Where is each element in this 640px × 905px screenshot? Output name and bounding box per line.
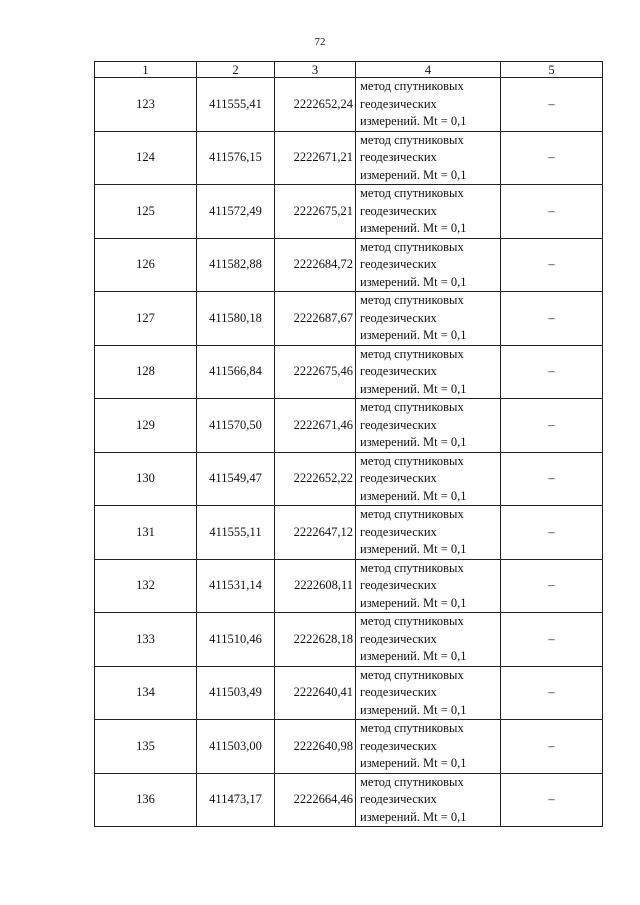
method-line: измерений. Mt = 0,1 [360, 328, 467, 342]
cell-method [356, 399, 501, 453]
method-line: метод спутниковых [360, 774, 464, 789]
header-col-1: 1 [95, 62, 197, 78]
method-line: геодезических [360, 417, 437, 432]
method-line: метод спутниковых [360, 79, 464, 93]
method-line: метод спутниковых [360, 400, 464, 414]
cell-point-number: 127 [95, 292, 197, 346]
method-line: геодезических [360, 471, 437, 485]
cell-x-coordinate: 411503,49 [197, 666, 275, 720]
method-line: геодезических [360, 257, 437, 271]
method-line: измерений. Mt = 0,1 [360, 702, 467, 717]
cell-x-coordinate: 411572,49 [197, 185, 275, 239]
cell-x-coordinate: 411555,11 [197, 506, 275, 560]
table-row [95, 399, 603, 453]
header-col-2: 2 [197, 62, 275, 78]
table-header [95, 62, 603, 78]
cell-description: – [501, 452, 603, 506]
header-col-4: 4 [356, 62, 501, 78]
cell-point-number: 129 [95, 399, 197, 453]
cell-x-coordinate: 411473,17 [197, 773, 275, 827]
cell-description: – [501, 185, 603, 239]
cell-point-number: 134 [95, 666, 197, 720]
cell-x-coordinate: 411582,88 [197, 238, 275, 292]
cell-description: – [501, 613, 603, 667]
cell-method [356, 185, 501, 239]
method-line: измерений. Mt = 0,1 [360, 221, 467, 235]
table-body [95, 78, 603, 827]
cell-x-coordinate: 411510,46 [197, 613, 275, 667]
table-row [95, 292, 603, 346]
method-line: геодезических [360, 792, 437, 806]
cell-method [356, 613, 501, 667]
cell-method [356, 559, 501, 613]
cell-x-coordinate: 411549,47 [197, 452, 275, 506]
method-line: измерений. Mt = 0,1 [360, 435, 467, 449]
method-line: метод спутниковых [360, 721, 464, 735]
cell-point-number: 130 [95, 452, 197, 506]
cell-y-coordinate: 2222652,22 [275, 452, 356, 506]
cell-y-coordinate: 2222684,72 [275, 238, 356, 292]
cell-method [356, 506, 501, 560]
method-line: измерений. Mt = 0,1 [360, 649, 467, 663]
cell-x-coordinate: 411576,15 [197, 131, 275, 185]
page-number: 72 [314, 36, 326, 48]
cell-description: – [501, 773, 603, 827]
method-line: геодезических [360, 685, 437, 699]
method-line: геодезических [360, 578, 437, 592]
method-line: измерений. Mt = 0,1 [360, 488, 467, 503]
table-row [95, 452, 603, 506]
cell-x-coordinate: 411570,50 [197, 399, 275, 453]
cell-point-number: 132 [95, 559, 197, 613]
cell-description: – [501, 399, 603, 453]
cell-point-number: 128 [95, 345, 197, 399]
method-line: геодезических [360, 150, 437, 164]
method-line: геодезических [360, 738, 437, 753]
cell-description: – [501, 131, 603, 185]
table-row [95, 773, 603, 827]
cell-y-coordinate: 2222671,46 [275, 399, 356, 453]
method-line: метод спутниковых [360, 186, 464, 200]
cell-x-coordinate: 411566,84 [197, 345, 275, 399]
table-row [95, 506, 603, 560]
cell-y-coordinate: 2222652,24 [275, 78, 356, 132]
cell-description: – [501, 720, 603, 774]
table-row [95, 131, 603, 185]
cell-method [356, 345, 501, 399]
method-line: метод спутниковых [360, 667, 464, 682]
method-line: метод спутниковых [360, 346, 464, 361]
table-row [95, 345, 603, 399]
method-line: измерений. Mt = 0,1 [360, 167, 467, 182]
method-line: метод спутниковых [360, 293, 464, 307]
method-line: геодезических [360, 96, 437, 111]
header-col-5: 5 [501, 62, 603, 78]
method-line: геодезических [360, 364, 437, 378]
cell-description: – [501, 78, 603, 132]
cell-method [356, 78, 501, 132]
table-row [95, 185, 603, 239]
cell-description: – [501, 666, 603, 720]
header-col-3: 3 [275, 62, 356, 78]
method-line: измерений. Mt = 0,1 [360, 381, 467, 396]
cell-y-coordinate: 2222628,18 [275, 613, 356, 667]
method-line: метод спутниковых [360, 560, 464, 575]
cell-point-number: 124 [95, 131, 197, 185]
cell-method [356, 452, 501, 506]
method-line: метод спутниковых [360, 132, 464, 147]
cell-y-coordinate: 2222647,12 [275, 506, 356, 560]
cell-method [356, 131, 501, 185]
cell-method [356, 238, 501, 292]
table-row [95, 720, 603, 774]
method-line: геодезических [360, 631, 437, 646]
cell-method [356, 773, 501, 827]
cell-description: – [501, 292, 603, 346]
method-line: геодезических [360, 524, 437, 539]
cell-y-coordinate: 2222608,11 [275, 559, 356, 613]
method-line: измерений. Mt = 0,1 [360, 756, 467, 770]
cell-method [356, 666, 501, 720]
method-line: метод спутниковых [360, 239, 464, 254]
cell-description: – [501, 559, 603, 613]
method-line: измерений. Mt = 0,1 [360, 114, 467, 128]
table-row [95, 613, 603, 667]
cell-point-number: 133 [95, 613, 197, 667]
table-row [95, 666, 603, 720]
cell-y-coordinate: 2222671,21 [275, 131, 356, 185]
cell-y-coordinate: 2222675,21 [275, 185, 356, 239]
cell-point-number: 125 [95, 185, 197, 239]
table-row [95, 78, 603, 132]
method-line: геодезических [360, 203, 437, 218]
method-line: измерений. Mt = 0,1 [360, 274, 467, 289]
coordinates-table [94, 61, 603, 827]
cell-x-coordinate: 411503,00 [197, 720, 275, 774]
method-line: метод спутниковых [360, 507, 464, 521]
method-line: измерений. Mt = 0,1 [360, 595, 467, 610]
method-line: метод спутниковых [360, 453, 464, 468]
cell-description: – [501, 345, 603, 399]
table-row [95, 559, 603, 613]
cell-x-coordinate: 411580,18 [197, 292, 275, 346]
cell-point-number: 136 [95, 773, 197, 827]
method-line: измерений. Mt = 0,1 [360, 809, 467, 824]
cell-method [356, 292, 501, 346]
cell-y-coordinate: 2222640,41 [275, 666, 356, 720]
cell-point-number: 126 [95, 238, 197, 292]
cell-x-coordinate: 411531,14 [197, 559, 275, 613]
cell-point-number: 131 [95, 506, 197, 560]
cell-x-coordinate: 411555,41 [197, 78, 275, 132]
table-row [95, 238, 603, 292]
cell-description: – [501, 238, 603, 292]
cell-point-number: 123 [95, 78, 197, 132]
method-line: измерений. Mt = 0,1 [360, 542, 467, 556]
cell-description: – [501, 506, 603, 560]
cell-y-coordinate: 2222687,67 [275, 292, 356, 346]
cell-y-coordinate: 2222675,46 [275, 345, 356, 399]
method-line: метод спутниковых [360, 614, 464, 628]
cell-method [356, 720, 501, 774]
cell-y-coordinate: 2222664,46 [275, 773, 356, 827]
cell-point-number: 135 [95, 720, 197, 774]
cell-y-coordinate: 2222640,98 [275, 720, 356, 774]
method-line: геодезических [360, 310, 437, 325]
header-row [95, 62, 603, 78]
